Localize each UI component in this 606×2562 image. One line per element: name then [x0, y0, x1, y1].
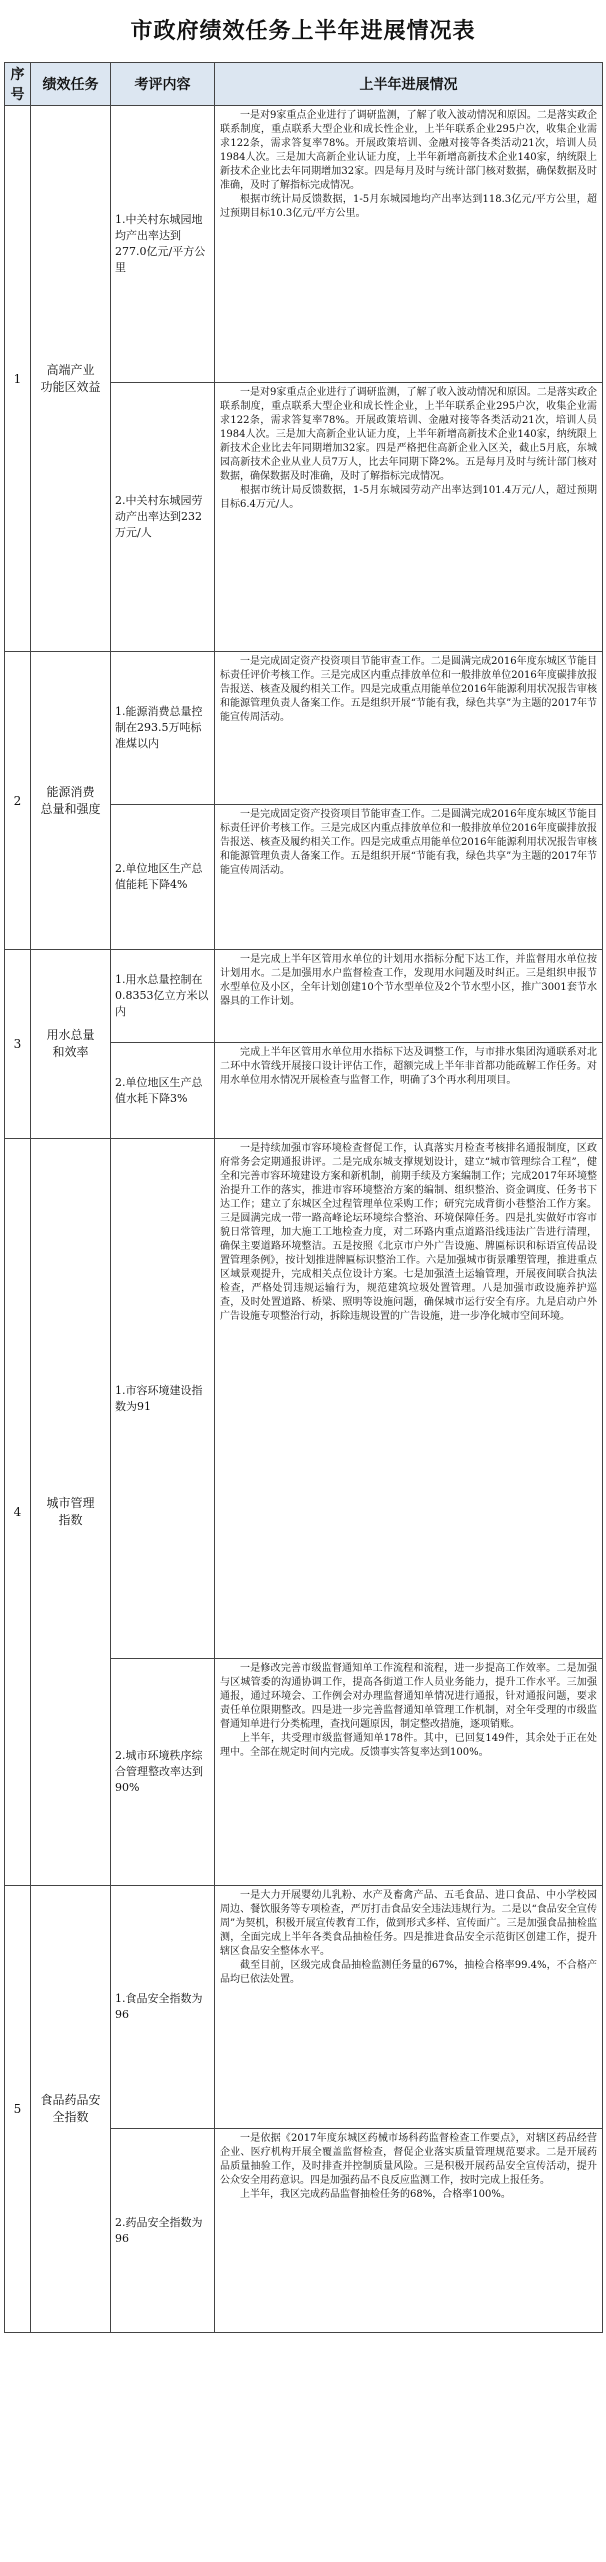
- row-progress: [215, 805, 603, 950]
- row-task: 城市管理 指数: [31, 1139, 111, 1886]
- row-item: 1.用水总量控制在0.8353亿立方米以内: [111, 950, 215, 1043]
- header-task: 绩效任务: [31, 63, 111, 106]
- row-seq: 3: [5, 950, 31, 1139]
- header-item: 考评内容: [111, 63, 215, 106]
- progress-paragraph: 根据市统计局反馈数据，1-5月东城园地均产出率达到118.3亿元/平方公里，超过预期目标10.3亿元/平方公里。: [220, 194, 597, 219]
- row-item: 2.单位地区生产总值水耗下降3%: [111, 1043, 215, 1139]
- row-seq: 4: [5, 1139, 31, 1886]
- row-item: 1.能源消费总量控制在293.5万吨标准煤以内: [111, 652, 215, 805]
- progress-paragraph: 一是完成固定资产投资项目节能审查工作。二是圆满完成2016年度东城区节能目标责任评价考核工作。三是完成区内重点排放单位和一般排放单位2016年度碳排放报告报送、核查及履约相关工作。四是完成重点用能单位2016年能源利用状况报告审核和能源管理负责人备案工作。五是组织开展“节能有我，绿色共享”为主题的2017年节能宣传周活动。: [220, 809, 597, 876]
- row-progress: [215, 2129, 603, 2333]
- progress-table: [4, 62, 603, 2333]
- row-progress: [215, 1139, 603, 1659]
- row-progress: [215, 652, 603, 805]
- progress-paragraph: 一是完成上半年区管用水单位的计划用水指标分配下达工作，并监督用水单位按计划用水。二是加强用水户监督检查工作，发现用水问题及时纠正。三是组织申报节水型单位及小区，全年计划创建10个节水型单位及2个节水型小区，推广3001套节水器具的工作计划。: [220, 954, 597, 1007]
- row-seq: 1: [5, 106, 31, 652]
- row-progress: [215, 950, 603, 1043]
- row-item: 1.市容环境建设指数为91: [111, 1139, 215, 1659]
- row-progress: [215, 1659, 603, 1886]
- progress-paragraph: 一是持续加强市容环境检查督促工作，认真落实月检查考核排名通报制度，区政府常务会定期通报讲评。二是完成东城支撑规划设计，建立“城市管理综合工程”，健全和完善市容环境建设方案和新机制，前期手续及方案编制工作；完成2017年环境整治提升工作的落实，推进市容环境整治方案的编制、组织整治、资金调度、任务书下达工作；建立了东城区全过程管理单位采购工作；研究完成背街小巷整治工作方案。三是圆满完成一带一路高峰论坛环境综合整治、环境保障任务。四是扎实做好市容市貌日常管理，加大施工工地检查力度，对二环路内重点道路沿线违法广告进行清理，确保主要道路环境整洁。五是按照《北京市户外广告设施、牌匾标识和标语宣传品设置管理条例》，按计划推进牌匾标识整治工作。六是加强城市街景雕塑管理，推进重点区域景观提升，完成相关点位设计方案。七是加强渣土运输管理，开展夜间联合执法检查，严格处罚违规运输行为，规范建筑垃圾处置管理。八是加强市政设施养护巡查，及时处置道路、桥梁、照明等设施问题，确保城市运行安全有序。九是启动户外广告设施专项整治行动，拆除违规设置的广告设施，进一步净化城市空间环境。: [220, 1143, 597, 1322]
- row-task: 能源消费 总量和强度: [31, 652, 111, 950]
- header-progress: 上半年进展情况: [215, 63, 603, 106]
- row-item: 1.食品安全指数为96: [111, 1886, 215, 2129]
- row-progress: [215, 1886, 603, 2129]
- row-task: 食品药品安 全指数: [31, 1886, 111, 2333]
- progress-paragraph: 完成上半年区管用水单位用水指标下达及调整工作，与市排水集团沟通联系对北二环中水管线开展接口设计评估工作，超额完成上半年非首都功能疏解工作任务。对用水单位用水情况开展检查与监督工作，明确了3个再水利用项目。: [220, 1047, 597, 1086]
- progress-paragraph: 一是完成固定资产投资项目节能审查工作。二是圆满完成2016年度东城区节能目标责任评价考核工作。三是完成区内重点排放单位和一般排放单位2016年度碳排放报告报送、核查及履约相关工作。四是完成重点用能单位2016年能源利用状况报告审核和能源管理负责人备案工作。五是组织开展“节能有我，绿色共享”为主题的2017年节能宣传周活动。: [220, 656, 597, 723]
- table-row: [5, 106, 603, 383]
- row-progress: [215, 1043, 603, 1139]
- row-seq: 5: [5, 1886, 31, 2333]
- header-row: [5, 63, 603, 106]
- row-task: 用水总量 和效率: [31, 950, 111, 1139]
- progress-paragraph: 上半年，我区完成药品监督抽检任务的68%，合格率100%。: [240, 2189, 511, 2200]
- row-progress: [215, 106, 603, 383]
- row-item: 2.中关村东城园劳动产出率达到232万元/人: [111, 383, 215, 652]
- table-row: [5, 652, 603, 805]
- table-row: [5, 950, 603, 1043]
- progress-paragraph: 一是对9家重点企业进行了调研监测，了解了收入波动情况和原因。二是落实政企联系制度，重点联系大型企业和成长性企业，上半年联系企业295户次，收集企业需求122条，需求答复率78%。开展政策培训、金融对接等各类活动21次，培训人员1984人次。三是加大高新企业认证力度，上半年新增高新技术企业140家，纳统限上新技术企业比去年同期增加32家。四是严格把住高新企业入区关，截止5月底，东城园高新技术企业从业人员7万人，比去年同期下降2%。五是每月及时与统计部门核对数据，确保数据及时准确，及时了解指标完成情况。: [220, 387, 597, 482]
- progress-paragraph: 上半年，共受理市级监督通知单178件。其中，已回复149件，其余处于正在处理中。全部在规定时间内完成。反馈事实答复率达到100%。: [220, 1733, 597, 1758]
- row-item: 2.药品安全指数为96: [111, 2129, 215, 2333]
- table-body: [5, 106, 603, 2333]
- progress-paragraph: 一是依据《2017年度东城区药械市场科药监督检查工作要点》，对辖区药品经营企业、医疗机构开展全覆盖监督检查，督促企业落实质量管理规范要求。二是开展药品质量抽验工作，及时排查并控制质量风险。三是积极开展药品安全宣传活动，提升公众安全用药意识。四是加强药品不良反应监测工作，按时完成上报任务。: [220, 2133, 597, 2186]
- row-seq: 2: [5, 652, 31, 950]
- page-title: 市政府绩效任务上半年进展情况表: [130, 18, 476, 44]
- header-seq: 序号: [5, 63, 31, 106]
- row-progress: [215, 383, 603, 652]
- progress-paragraph: 一是对9家重点企业进行了调研监测，了解了收入波动情况和原因。二是落实政企联系制度，重点联系大型企业和成长性企业，上半年联系企业295户次，收集企业需求122条，需求答复率78%。开展政策培训、金融对接等各类活动21次，培训人员1984人次。三是加大高新企业认证力度，上半年新增高新技术企业140家，纳统限上新技术企业比去年同期增加32家。四是每月及时与统计部门核对数据，确保数据及时准确，及时了解指标完成情况。: [220, 110, 597, 191]
- progress-paragraph: 截至目前，区级完成食品抽检监测任务量的67%，抽检合格率99.4%，不合格产品均已依法处置。: [220, 1960, 597, 1985]
- row-item: 2.单位地区生产总值能耗下降4%: [111, 805, 215, 950]
- row-task: 高端产业 功能区效益: [31, 106, 111, 652]
- table-row: [5, 1886, 603, 2129]
- progress-paragraph: 一是修改完善市级监督通知单工作流程和流程，进一步提高工作效率。二是加强与区城管委的沟通协调工作，提高各街道工作人员业务能力，提升工作水平。三加强通报，通过环境会、工作例会对办理监督通知单情况进行通报，针对通报问题，要求责任单位限期整改。四是进一步完善监督通知单管理工作机制，对全年受理的市级监督通知单进行分类梳理，查找问题原因，制定整改措施，逐项销账。: [220, 1663, 597, 1730]
- progress-paragraph: 一是大力开展婴幼儿乳粉、水产及畜禽产品、五毛食品、进口食品、中小学校园周边、餐饮服务等专项检查，严厉打击食品安全违法违规行为。二是以“食品安全宣传周”为契机，积极开展宣传教育工作，做到形式多样、宣传面广。三是加强食品抽检监测，全面完成上半年各类食品抽检任务。四是推进食品安全示范街区创建工作，提升辖区食品安全整体水平。: [220, 1890, 597, 1957]
- row-item: 2.城市环境秩序综合管理整改率达到90%: [111, 1659, 215, 1886]
- row-item: 1.中关村东城园地均产出率达到277.0亿元/平方公里: [111, 106, 215, 383]
- progress-paragraph: 根据市统计局反馈数据，1-5月东城园劳动产出率达到101.4万元/人，超过预期目标6.4万元/人。: [220, 485, 597, 510]
- table-row: [5, 1139, 603, 1659]
